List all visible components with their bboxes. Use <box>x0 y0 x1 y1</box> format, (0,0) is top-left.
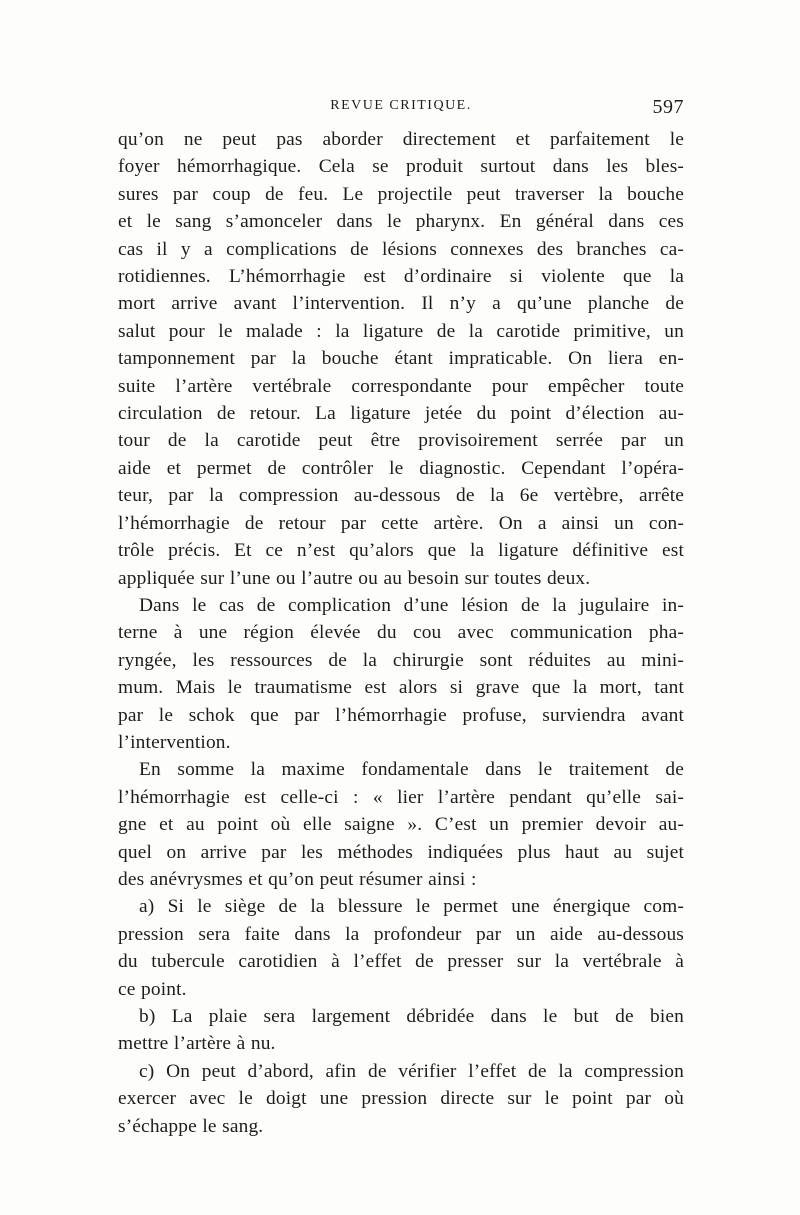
text-line: aide et permet de contrôler le diagnostic. Cependant l’opéra- <box>118 457 684 479</box>
text-line: ryngée, les ressources de la chirurgie sont réduites au mini- <box>118 649 684 671</box>
text-line: circulation de retour. La ligature jetée du point d’élection au- <box>118 403 684 425</box>
paragraph-continuation <box>118 126 684 592</box>
text-line: rotidiennes. L’hémorrhagie est d’ordinaire si violente que la <box>118 266 684 288</box>
text-line: sures par coup de feu. Le projectile peut traverser la bouche <box>118 183 684 205</box>
list-item-c <box>118 1058 684 1140</box>
text-line: et le sang s’amonceler dans le pharynx. En général dans ces <box>118 211 684 233</box>
paragraph-maxime <box>118 756 684 893</box>
text-line: foyer hémorrhagique. Cela se produit surtout dans les bles- <box>118 156 684 178</box>
text-line: qu’on ne peut pas aborder directement et parfaitement le <box>118 129 684 150</box>
text-line: ce point. <box>118 978 187 1000</box>
text-line: c) On peut d’abord, afin de vérifier l’effet de la compression <box>139 1060 684 1082</box>
text-line: mort arrive avant l’intervention. Il n’y a qu’une planche de <box>118 293 684 315</box>
text-line: appliquée sur l’une ou l’autre ou au besoin sur toutes deux. <box>118 567 591 589</box>
body-text <box>118 126 684 1140</box>
page-number: 597 <box>652 96 684 118</box>
text-line: des anévrysmes et qu’on peut résumer ainsi : <box>118 868 477 890</box>
text-line: teur, par la compression au-dessous de la 6e vertèbre, arrête <box>118 485 684 507</box>
text-line: l’intervention. <box>118 731 231 753</box>
text-line: s’échappe le sang. <box>118 1115 264 1137</box>
text-line: b) La plaie sera largement débridée dans le but de bien <box>139 1006 684 1027</box>
text-line: pression sera faite dans la profondeur par un aide au-dessous <box>118 923 684 945</box>
text-line: terne à une région élevée du cou avec communication pha- <box>118 622 684 644</box>
text-line: mettre l’artère à nu. <box>118 1033 276 1055</box>
text-line: Dans le cas de complication d’une lésion de la jugulaire in- <box>139 594 684 616</box>
list-item-a <box>118 893 684 1003</box>
text-line: salut pour le malade : la ligature de la carotide primitive, un <box>118 320 684 342</box>
paragraph-jugulaire <box>118 592 684 756</box>
text-line: a) Si le siège de la blessure le permet une énergique com- <box>139 896 684 918</box>
text-line: mum. Mais le traumatisme est alors si grave que la mort, tant <box>118 677 684 699</box>
text-line: quel on arrive par les méthodes indiquées plus haut au sujet <box>118 841 684 863</box>
text-line: exercer avec le doigt une pression directe sur le point par où <box>118 1088 684 1110</box>
text-line: l’hémorrhagie de retour par cette artère. On a ainsi un con- <box>118 512 684 534</box>
list-item-b <box>118 1003 684 1058</box>
text-line: par le schok que par l’hémorrhagie profuse, surviendra avant <box>118 704 684 726</box>
text-line: gne et au point où elle saigne ». C’est un premier devoir au- <box>118 814 684 836</box>
text-line: trôle précis. Et ce n’est qu’alors que la ligature définitive est <box>118 540 684 562</box>
running-head <box>118 96 684 120</box>
text-line: suite l’artère vertébrale correspondante pour empêcher toute <box>118 375 684 397</box>
text-line: du tubercule carotidien à l’effet de presser sur la vertébrale à <box>118 951 684 973</box>
text-line: l’hémorrhagie est celle-ci : « lier l’artère pendant qu’elle sai- <box>118 786 684 808</box>
text-line: tour de la carotide peut être provisoirement serrée par un <box>118 430 684 452</box>
text-line: En somme la maxime fondamentale dans le traitement de <box>139 759 684 781</box>
text-line: cas il y a complications de lésions connexes des branches ca- <box>118 238 684 260</box>
running-title: REVUE CRITIQUE. <box>330 98 472 113</box>
text-line: tamponnement par la bouche étant impraticable. On liera en- <box>118 348 684 370</box>
